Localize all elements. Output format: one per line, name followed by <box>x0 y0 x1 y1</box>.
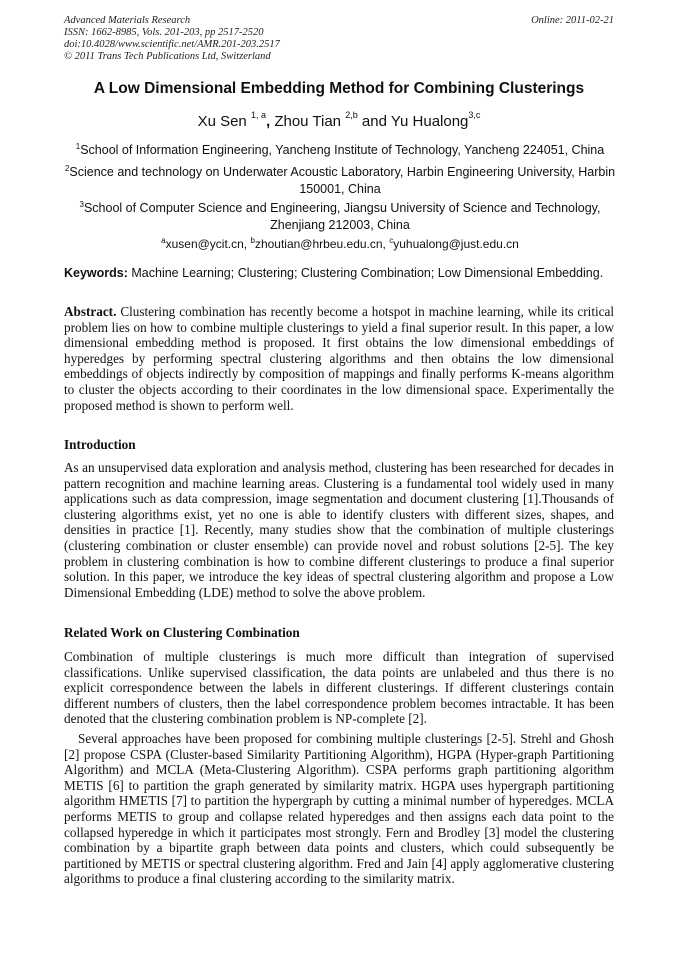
author-name: Yu Hualong <box>390 113 469 130</box>
issn-line: ISSN: 1662-8985, Vols. 201-203, pp 2517-2520 <box>64 27 264 38</box>
affiliation-text: Science and technology on Underwater Acoustic Laboratory, Harbin Engineering University, Harbin 150001, China <box>69 165 616 197</box>
author-list <box>0 112 678 130</box>
affiliation-1 <box>60 138 620 159</box>
author-name: Xu Sen <box>197 113 247 130</box>
email-address: zhoutian@hrbeu.edu.cn, <box>254 237 386 251</box>
related-work-paragraph-1: Combination of multiple clusterings is much more difficult than integration of supervised classifications. Unlike supervised classification, the data points are unlabeled and thus there is no explicit correspondence between the labels in different clusterings. If different clusterings contain different numbers of clusters, then the label correspondence problem becomes intractable. It has been denoted that the clustering combination problem is NP-complete [2]. <box>64 649 614 727</box>
author-superscript: 3,c <box>468 110 481 120</box>
introduction-paragraph: As an unsupervised data exploration and analysis method, clustering has been researched for decades in pattern recognition and machine learning areas. Clustering is a fundamental tool widely used in many applications such as data compression, image segmentation and document clustering [1].Thousands of clustering algorithms exist, yet no one is able to identify clusters with different sizes, shapes, and densities in practice [1]. Recently, many studies show that the combination of multiple clusterings (clustering combination or cluster ensemble) can provide novel and robust solutions [2-5]. The key problem in clustering combination is how to combine different clusterings to produce a final superior solution. In this paper, we introduce the key ideas of spectral clustering algorithm and propose a Low Dimensional Embedding (LDE) method to solve the above problem. <box>64 460 614 600</box>
keywords <box>64 266 624 280</box>
related-work-paragraph-2: Several approaches have been proposed for combining multiple clusterings [2-5]. Strehl and Ghosh [2] propose CSPA (Cluster-based Similarity Partitioning Algorithm), HGPA (Hyper-graph Partitioning Algorithm) and MCLA (Meta-Clustering Algorithm). CSPA performs graph partitioning algorithm METIS [6] to partition the graph generated by similarity matrix. HGPA uses hypergraph partitioning algorithm HMETIS [7] to partition the hypergraph by cutting a minimal number of hyperedges. MCLA performs METIS to group and collapse related hyperedges and then assigns each data point to the collapsed hyperedge in which it participates most strongly. Fern and Brodley [3] model the clustering combination by a bipartite graph between data points and clusters, which could subsequently be partitioned by METIS or spectral clustering algorithm. Fred and Jain [4] apply agglomerative clustering algorithms to produce a final clustering according to the similarity matrix. <box>64 731 614 887</box>
affiliation-text: School of Computer Science and Engineering, Jiangsu University of Science and Technology, Zhenjiang 212003, China <box>83 201 601 233</box>
author-name: Zhou Tian <box>274 113 342 130</box>
affiliation-marker: 2 <box>64 164 70 173</box>
abstract-label: Abstract. <box>64 304 117 319</box>
abstract-text: Clustering combination has recently become a hotspot in machine learning, while its critical problem lies on how to combine multiple clusterings to yield a final superior result. In this paper, a low dimensional embedding method is proposed. It first obtains the low dimensional embeddings of hyperedges by performing spectral clustering algorithms and then obtains the low dimensional embeddings of objects indirectly by composition of mappings and finally performs K-means algorithm to cluster the objects according to their coordinates in the low dimensional space. Experimentally the proposed method is shown to perform well. <box>64 304 615 413</box>
paper-title: A Low Dimensional Embedding Method for Combining Clusterings <box>93 80 585 97</box>
email-list <box>60 232 620 253</box>
affiliation-2 <box>60 160 620 198</box>
section-heading-introduction: Introduction <box>64 437 136 452</box>
doi-line: doi:10.4028/www.scientific.net/AMR.201-203.2517 <box>64 39 280 50</box>
email-address: yuhualong@just.edu.cn <box>393 237 519 251</box>
email-marker: a <box>161 236 166 245</box>
email-marker: b <box>250 236 255 245</box>
publication-header <box>64 15 614 63</box>
copyright-line: © 2011 Trans Tech Publications Ltd, Switzerland <box>64 51 271 62</box>
affiliation-text: School of Information Engineering, Yancheng Institute of Technology, Yancheng 224051, China <box>80 143 605 158</box>
author-separator: , <box>265 113 271 130</box>
author-separator: and <box>361 113 387 130</box>
author-superscript: 1, a <box>250 110 266 120</box>
author-superscript: 2,b <box>345 110 358 120</box>
email-marker: c <box>389 236 394 245</box>
online-date: Online: 2011-02-21 <box>531 15 614 26</box>
section-heading-related-work: Related Work on Clustering Combination <box>64 625 300 640</box>
journal-name: Advanced Materials Research <box>64 15 191 26</box>
affiliation-3 <box>60 196 620 234</box>
abstract <box>64 304 614 413</box>
affiliation-marker: 3 <box>79 200 84 209</box>
affiliation-marker: 1 <box>75 142 81 151</box>
email-address: xusen@ycit.cn, <box>165 237 248 251</box>
keywords-text: Machine Learning; Clustering; Clustering Combination; Low Dimensional Embedding. <box>131 266 604 280</box>
keywords-label: Keywords: <box>64 266 128 280</box>
